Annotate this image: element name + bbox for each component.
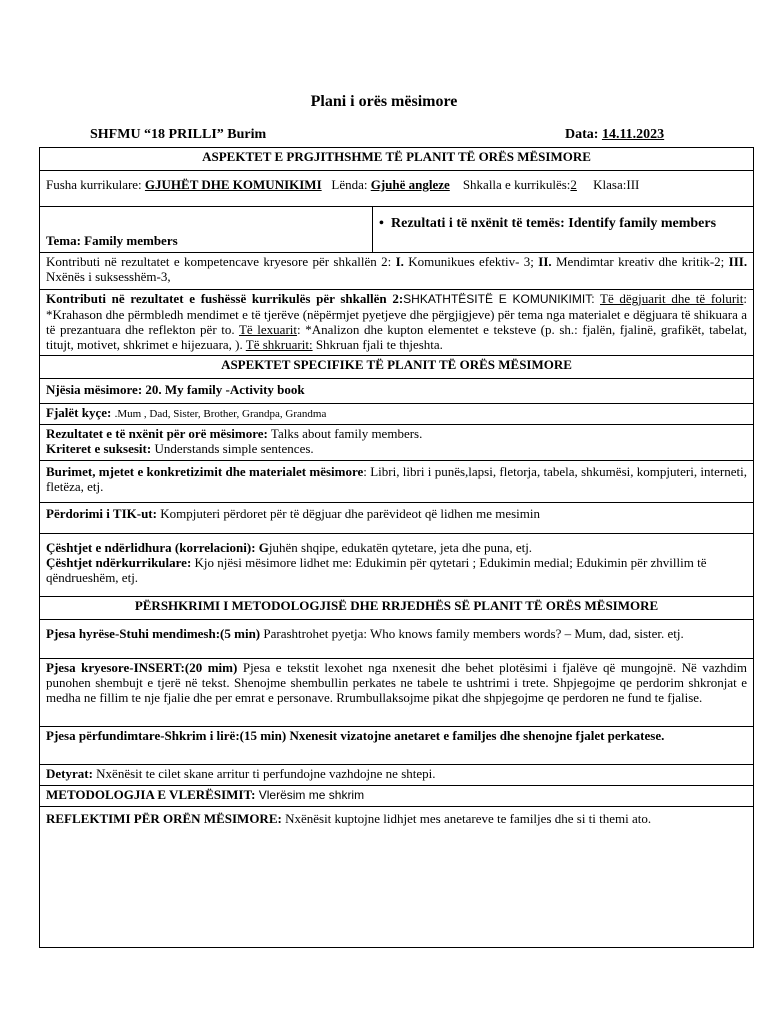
criteria-value: Understands simple sentences. (154, 441, 314, 456)
curriculum-info (40, 171, 754, 207)
competences-row (40, 253, 754, 290)
fusha-label: Fusha kurrikulare: (46, 177, 142, 192)
cross-curricular-label: Çështjet ndërkurrikulare: (46, 555, 192, 570)
reading-label: Të lexuarit (238, 322, 297, 337)
specific-section-header: ASPEKTET SPECIFIKE TË PLANIT TË ORËS MËSIMORE (40, 356, 754, 379)
communication-skills-label: SHKATHTËSITË E KOMUNIKIMIT: (403, 292, 595, 306)
reflection-label: REFLEKTIMI PËR ORËN MËSIMORE: (46, 811, 282, 826)
ict-label: Përdorimi i TIK-ut: (46, 506, 157, 521)
methodology-header-row (40, 597, 754, 620)
main-phase-row (40, 659, 754, 727)
date-value: 14.11.2023 (601, 127, 665, 142)
correlation-cell (40, 534, 754, 597)
listening-text: : *Krahason dhe përmbledh mendimet e të tjerëve (nëpërmjet pyetjeve dhe përgjigjeve) për tema nga materialet e dëgjuara të shikuara a të prezantuara dhe reflekton për to. (46, 291, 747, 337)
reflection-value: Nxënësit kuptojne lidhjet mes anetareve te familjes dhe si ti themi ato. (285, 811, 652, 826)
competence-2-num: II. (538, 254, 552, 269)
field-contribution-label: Kontributi në rezultatet e fushëssë kurrikulës për shkallën 2: (46, 291, 404, 306)
intro-phase-label: Pjesa hyrëse-Stuhi mendimesh:(5 min) (46, 626, 261, 641)
lesson-plan-table (39, 147, 754, 948)
ict-row (40, 503, 754, 534)
general-section-header: ASPEKTET E PRGJITHSHME TË PLANIT TË ORËS MËSIMORE (40, 148, 754, 171)
specific-section-header-row (40, 356, 754, 379)
intro-phase-value: Parashtrohet pyetja: Who knows family members words? – Mum, dad, sister. etj. (263, 626, 684, 641)
competence-1-text: Komunikues efektiv- 3; (408, 254, 534, 269)
final-phase-cell: Pjesa përfundimtare-Shkrim i lirë:(15 min) Nxenesit vizatojne anetaret e familjes dhe shenojne fjalet perkatese. (40, 727, 754, 765)
bullet-icon: • (379, 216, 384, 231)
reading-text: : *Analizon dhe kupton elementet e teksteve (p. sh.: fjalën, fjalinë, grafikët, tabelat, titujt, motivet, shkrimet e hijezuara, ). (46, 322, 748, 352)
keywords-cell (40, 404, 754, 425)
rezultati-value: Identify family members (568, 216, 717, 231)
final-phase-row (40, 727, 754, 765)
lenda-label: Lënda: (331, 177, 368, 192)
assessment-cell (40, 786, 754, 807)
assessment-label: METODOLOGJIA E VLERËSIMIT: (46, 787, 256, 802)
intro-row (40, 620, 754, 659)
correlation-row (40, 534, 754, 597)
competences-cell (40, 253, 754, 290)
field-contribution-cell (40, 290, 754, 356)
listening-label: Të dëgjuarit dhe të folurit (600, 291, 744, 306)
rezultati-label: Rezultati i të nxënit të temës: (391, 216, 565, 231)
reflection-cell (40, 807, 754, 948)
homework-cell (40, 765, 754, 786)
topic-row (40, 207, 754, 253)
main-phase-cell (40, 659, 754, 727)
main-phase-value: Pjesa e tekstit lexohet nga nxenesit dhe behet plotësimi i fjalëve që mungojnë. Në vazhdim punohen shembujt e tjerë në tekst. Shenojme shembullin perkates ne tabele te ushtrimi i trete. Shpjegojme qe perdorim shkronjat e medha ne fillim te nje fjalie dhe per emrat e personave. Rrumbullaksojme pikat dhe shpjegojme qe perdoren ne fund te fjalise. (46, 660, 747, 705)
topic-cell: Tema: Family members (40, 207, 373, 253)
methodology-section-header: PËRSHKRIMI I METODOLOGJISË DHE RRJEDHËS SË PLANIT TË ORËS MËSIMORE (40, 597, 754, 620)
keywords-label: Fjalët kyçe: (46, 405, 112, 420)
shkalla-label: Shkalla e kurrikulës: (462, 177, 571, 192)
fusha-value: GJUHËT DHE KOMUNIKIMI (144, 177, 322, 192)
homework-value: Nxënësit te cilet skane arritur ti perfundojne vazhdojne ne shtepi. (96, 766, 436, 781)
ict-value: Kompjuteri përdoret për të dëgjuar dhe parëvideot që lidhen me mesimin (160, 506, 540, 521)
homework-row (40, 765, 754, 786)
competence-2-text: Mendimtar kreativ dhe kritik-2; (556, 254, 725, 269)
writing-label: Të shkruarit: (245, 337, 313, 352)
writing-text: Shkruan fjali te thjeshta. (315, 337, 443, 352)
reflection-row (40, 807, 754, 948)
outcomes-value: Talks about family members. (270, 426, 423, 441)
shkalla-value: 2 (570, 177, 577, 192)
resources-cell (40, 461, 754, 503)
keywords-value: .Mum , Dad, Sister, Brother, Grandpa, Grandma (114, 408, 327, 420)
outcomes-cell (40, 425, 754, 461)
correlation-label: Çështjet e ndërlidhura (korrelacioni): G (46, 540, 269, 555)
unit-cell: Njësia mësimore: 20. My family -Activity book (40, 379, 754, 404)
criteria-label: Kriteret e suksesit: (46, 441, 152, 456)
document-title: Plani i orës mësimore (310, 93, 458, 110)
outcomes-row (40, 425, 754, 461)
homework-label: Detyrat: (46, 766, 93, 781)
curriculum-row (40, 171, 754, 207)
intro-phase-cell (40, 620, 754, 659)
resources-value: : Libri, libri i punës,lapsi, fletorja, tabela, shkumësi, kompjuteri, interneti, fletëza, etj. (46, 464, 747, 494)
cross-curricular-value: Kjo njësi mësimore lidhet me: Edukimin për qytetari ; Edukimin medial; Edukimin për zhvillim të qëndrueshëm, etj. (46, 555, 707, 585)
competence-3-text: Nxënës i suksesshëm-3, (46, 269, 171, 284)
klasa-info: Klasa:III (593, 177, 640, 192)
date-label: Data: (565, 127, 599, 142)
topic-result-cell (373, 207, 754, 253)
assessment-value: Vlerësim me shkrim (258, 788, 365, 802)
general-section-header-row (40, 148, 754, 171)
competences-intro: Kontributi në rezultatet e kompetencave kryesore për shkallën 2: (46, 254, 392, 269)
correlation-value: juhën shqipe, edukatën qytetare, jeta dhe puna, etj. (268, 540, 533, 555)
main-phase-label: Pjesa kryesore-INSERT:(20 mim) (46, 660, 238, 675)
school-name: SHFMU “18 PRILLI” Burim (90, 127, 267, 142)
lenda-value: Gjuhë angleze (370, 177, 450, 192)
keywords-row (40, 404, 754, 425)
competence-1-num: I. (395, 254, 404, 269)
assessment-row (40, 786, 754, 807)
outcomes-label: Rezultatet e të nxënit për orë mësimore: (46, 426, 268, 441)
competence-3-num: III. (728, 254, 748, 269)
resources-row (40, 461, 754, 503)
date-field (565, 127, 664, 143)
ict-cell (40, 503, 754, 534)
unit-row (40, 379, 754, 404)
resources-label: Burimet, mjetet e konkretizimit dhe materialet mësimore (46, 464, 364, 479)
field-contribution-row (40, 290, 754, 356)
